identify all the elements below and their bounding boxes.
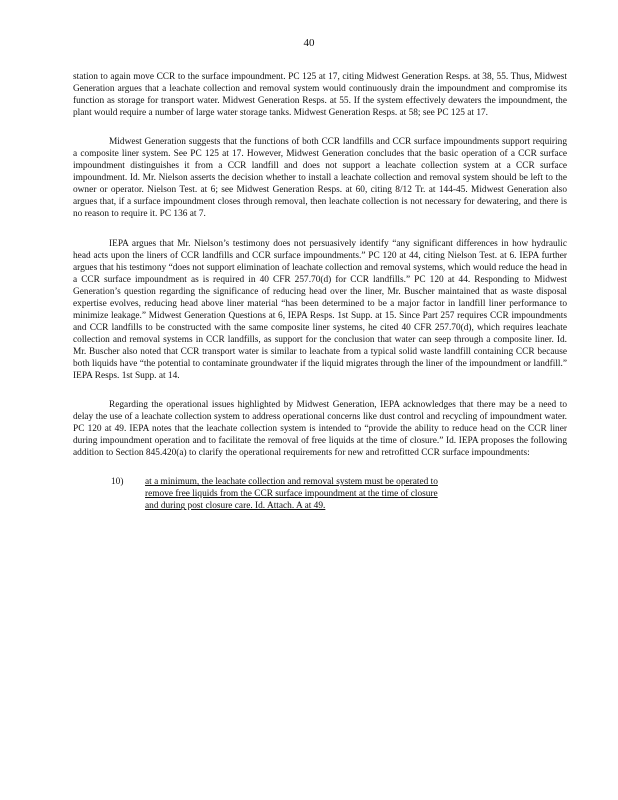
paragraph-operational-issues: Regarding the operational issues highlighted by Midwest Generation, IEPA acknowledges that there may be a need to delay the use of a leachate collection system to address operational concerns like dust control and recycling of impoundment water. PC 120 at 49. IEPA notes that the leachate collection system is intended to “provide the ability to reduce head on the CCR liner during impoundment operation and to facilitate the removal of free liquids at the time of closure.” Id. IEPA proposes the following addition to Section 845.420(a) to clarify the operational requirements for new and retrofitted CCR surface impoundments: [73,400,567,459]
paragraph-iepa-argues: IEPA argues that Mr. Nielson’s testimony does not persuasively identify “any significant differences in how hydraulic head acts upon the liners of CCR landfills and CCR surface impoundments.” PC 120 at 44, citing Nielson Test. at 6. IEPA further argues that his testimony “does not support elimination of leachate collection and removal systems, which would reduce the head in a CCR surface impoundment as is required in 40 CFR 257.70(d) for CCR landfills.” PC 120 at 44. Responding to Midwest Generation’s question regarding the significance of reducing head over the liner, Mr. Buscher maintained that as waste disposal expertise evolves, reducing head above liner material “has been determined to be a major factor in landfill liner performance to minimize leakage.” Midwest Generation Questions at 6, IEPA Resps. 1st Supp. at 15. Since Part 257 requires CCR impoundments and CCR landfills to be constructed with the same composite liner systems, he cited 40 CFR 257.70(d), which requires leachate collection and removal systems in CCR landfills, as support for the conclusion that water can seep through a composite liner. Id. Mr. Buscher also noted that CCR transport water is similar to leachate from a typical solid waste landfill containing CCR because both liquids have “the potential to contaminate groundwater if the liquid migrates through the liner of the impoundment or landfill.” IEPA Resps. 1st Supp. at 14. [73,238,567,382]
proposed-amendment [111,476,567,512]
amendment-line-3: and during post closure care. Id. Attach. A at 49. [145,501,326,512]
amendment-line-1: at a minimum, the leachate collection and removal system must be operated to [145,477,438,488]
amendment-line-2: remove free liquids from the CCR surface impoundment at the time of closure [145,489,438,500]
amendment-number: 10) [111,477,124,488]
amendment-first-line [111,476,567,488]
paragraph-midwest-generation: Midwest Generation suggests that the functions of both CCR landfills and CCR surface impoundments support requiring a composite liner system. See PC 125 at 17. However, Midwest Generation concludes that the basic operation of a CCR surface impoundment distinguishes it from a CCR landfill and does not support a leachate collection system at a CCR surface impoundment. Id. Mr. Nielson asserts the decision whether to install a leachate collection and removal system should be left to the owner or operator. Nielson Test. at 6; see Midwest Generation Resps. at 60, citing 8/12 Tr. at 144-45. Midwest Generation also argues that, if a surface impoundment closes through removal, then leachate collection is not necessary for dewatering, and there is no reason to require it. PC 136 at 7. [73,137,567,220]
paragraph-continuation: station to again move CCR to the surface impoundment. PC 125 at 17, citing Midwest Generation Resps. at 38, 55. Thus, Midwest Generation argues that a leachate collection and removal system would continuously drain the impoundment and compromise its function as storage for transport water. Midwest Generation Resps. at 55. If the system effectively dewaters the impoundment, the plant would require a number of large water storage tanks. Midwest Generation Resps. at 58; see PC 125 at 17. [73,72,567,119]
body-text [73,71,567,512]
page-number: 40 [303,37,315,49]
